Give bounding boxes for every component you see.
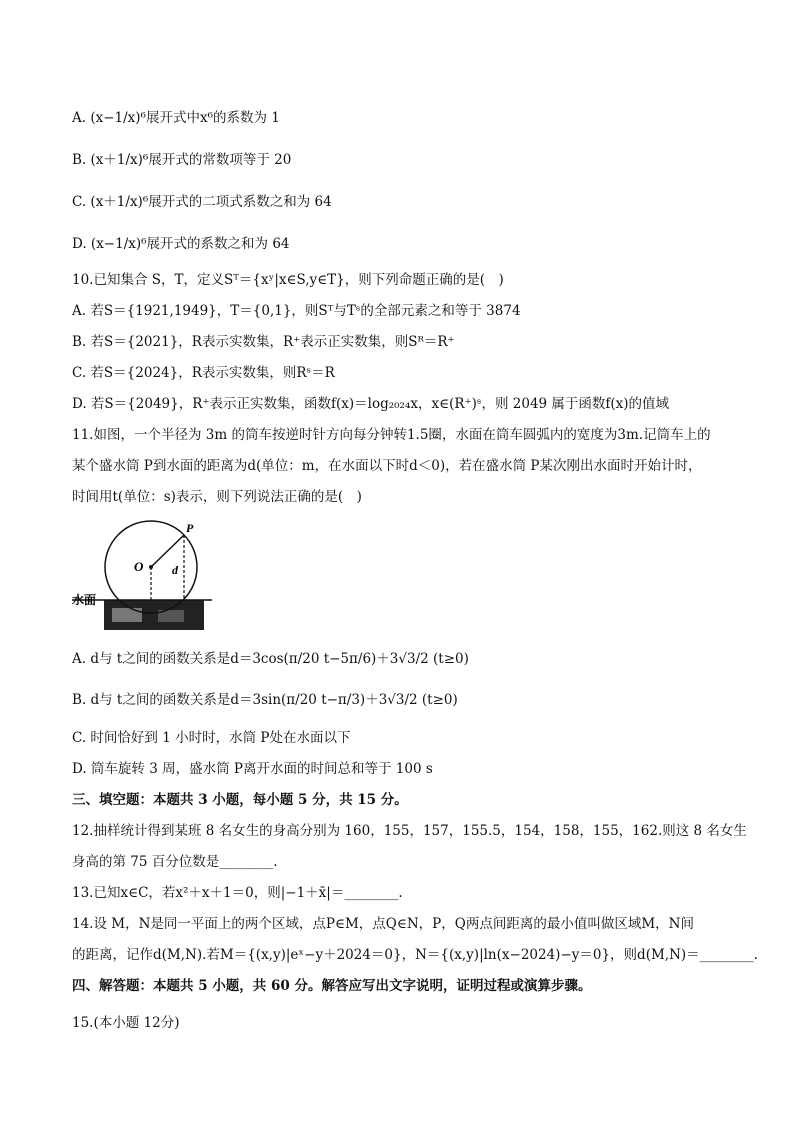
question-15: 15.(本小题 12分) — [72, 1015, 180, 1031]
question-10: 10.已知集合 S，T，定义Sᵀ＝{xʸ|x∈S,y∈T}，则下列命题正确的是( ) — [72, 272, 504, 288]
option-9d: D. (x−1/x)⁶展开式的系数之和为 64 — [72, 236, 290, 252]
question-12-line1: 12.抽样统计得到某班 8 名女生的身高分别为 160，155，157，155.5，154，158，155，162.则这 8 名女生 — [72, 823, 747, 839]
option-9a: A. (x−1/x)⁶展开式中x⁶的系数为 1 — [72, 110, 280, 126]
option-10b: B. 若S＝{2021}，R表示实数集，R⁺表示正实数集，则Sᴿ＝R⁺ — [72, 334, 455, 350]
waterwheel-figure — [72, 518, 212, 636]
label-water: 水面 — [72, 593, 97, 607]
question-11-line3: 时间用t(单位：s)表示，则下列说法正确的是( ) — [72, 489, 362, 505]
label-o: O — [134, 559, 144, 574]
option-10c: C. 若S＝{2024}，R表示实数集，则Rˢ＝R — [72, 365, 335, 381]
water-detail — [112, 608, 142, 622]
section-4-heading: 四、解答题：本题共 5 小题，共 60 分。解答应写出文字说明，证明过程或演算步骤。 — [72, 978, 592, 994]
radius-line — [151, 535, 184, 567]
option-9b: B. (x＋1/x)⁶展开式的常数项等于 20 — [72, 152, 292, 168]
question-14-line2: 的距离，记作d(M,N).若M＝{(x,y)|eˣ−y＋2024＝0}，N＝{(x,y)|ln(x−2024)−y＝0}，则d(M,N)＝________. — [72, 947, 758, 963]
label-p: P — [186, 521, 194, 535]
question-11-line1: 11.如图，一个半径为 3m 的筒车按逆时针方向每分钟转1.5圈，水面在筒车圆弧内的宽度为3m.记筒车上的 — [72, 427, 711, 443]
option-11b: B. d与 t之间的函数关系是d＝3sin(π/20 t−π/3)＋3√3/2 (t≥0) — [72, 692, 458, 708]
label-d: d — [172, 563, 178, 577]
option-10a: A. 若S＝{1921,1949}，T＝{0,1}，则Sᵀ与Tˢ的全部元素之和等于 3874 — [72, 303, 521, 319]
option-11c: C. 时间恰好到 1 小时时，水筒 P处在水面以下 — [72, 730, 351, 746]
option-11a: A. d与 t之间的函数关系是d＝3cos(π/20 t−5π/6)＋3√3/2 (t≥0) — [72, 651, 469, 667]
question-14-line1: 14.设 M，N是同一平面上的两个区域，点P∈M，点Q∈N，P，Q两点间距离的最小值叫做区域M，N间 — [72, 916, 694, 932]
option-9c: C. (x＋1/x)⁶展开式的二项式系数之和为 64 — [72, 194, 332, 210]
question-12-line2: 身高的第 75 百分位数是________. — [72, 854, 278, 870]
question-11-line2: 某个盛水筒 P到水面的距离为d(单位：m，在水面以下时d＜0)，若在盛水筒 P某次刚出水面时开始计时， — [72, 458, 702, 474]
question-13: 13.已知x∈C，若x²＋x＋1＝0，则|−1＋x̄|＝________. — [72, 885, 403, 901]
option-11d: D. 筒车旋转 3 周，盛水筒 P离开水面的时间总和等于 100 s — [72, 761, 433, 777]
option-10d: D. 若S＝{2049}，R⁺表示正实数集，函数f(x)＝log₂₀₂₄x，x∈(R⁺)ˢ，则 2049 属于函数f(x)的值域 — [72, 396, 670, 412]
section-3-heading: 三、填空题：本题共 3 小题，每小题 5 分，共 15 分。 — [72, 792, 408, 808]
